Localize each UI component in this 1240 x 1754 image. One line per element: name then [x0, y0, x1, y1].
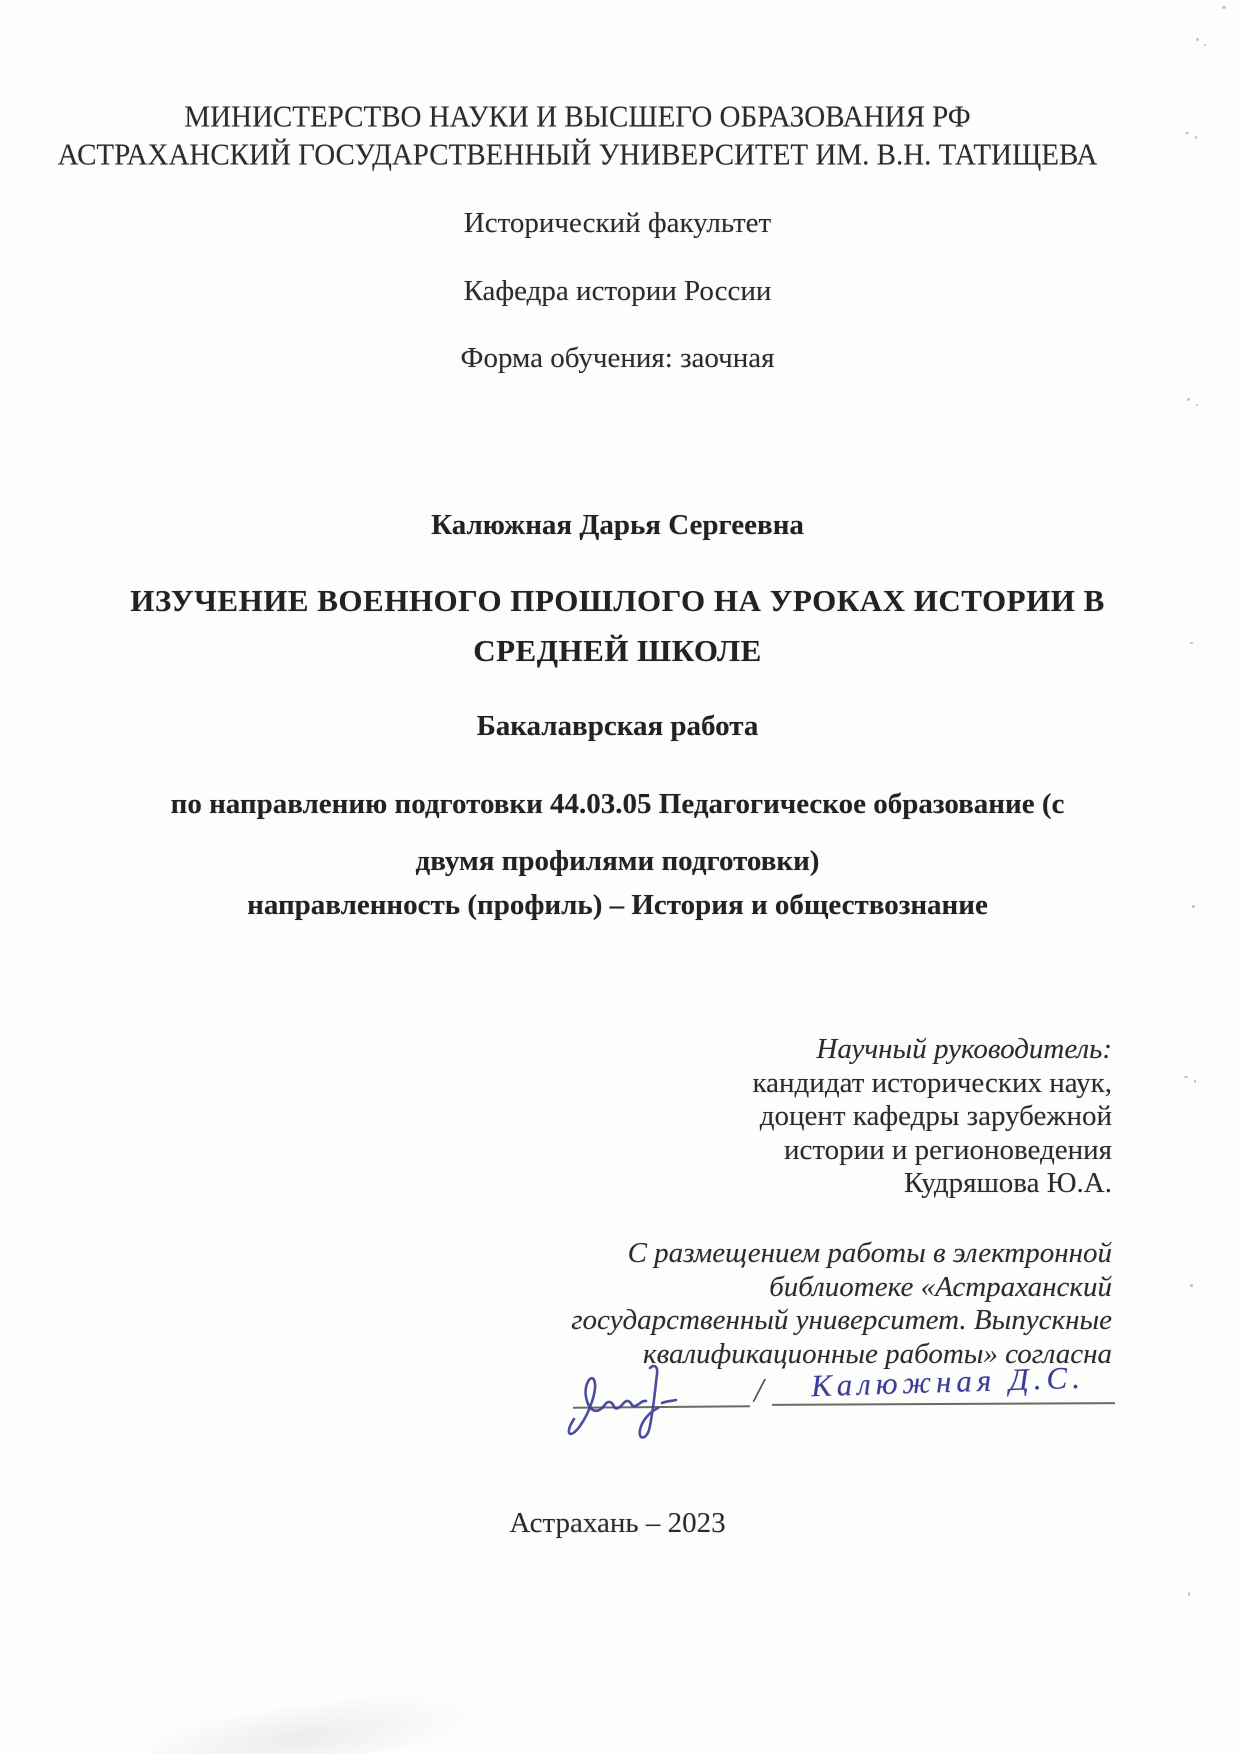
ministry-line: МИНИСТЕРСТВО НАУКИ И ВЫСШЕГО ОБРАЗОВАНИЯ РФ [184, 99, 971, 134]
scan-smudge [147, 1677, 482, 1754]
scan-artifact [1196, 404, 1198, 406]
supervisor-position-line-1: доцент кафедры зарубежной [759, 1100, 1112, 1132]
supervisor-degree: кандидат исторических наук, [752, 1066, 1112, 1099]
scan-artifact [1204, 44, 1206, 46]
program-line-2: двумя профилями подготовки) [415, 845, 820, 877]
scan-artifact [1195, 136, 1197, 139]
scan-artifact [1188, 1592, 1190, 1596]
work-type: Бакалаврская работа [476, 710, 759, 742]
study-form-line: Форма обучения: заочная [460, 342, 775, 374]
city-year-line: Астрахань – 2023 [509, 1507, 726, 1539]
ministry-header [20, 98, 1135, 174]
consent-line-1: С размещением работы в электронной [627, 1237, 1112, 1269]
author-name: Калюжная Дарья Сергеевна [431, 509, 804, 541]
university-line: АСТРАХАНСКИЙ ГОСУДАРСТВЕННЫЙ УНИВЕРСИТЕТ ИМ. В.Н. ТАТИЩЕВА [57, 138, 1098, 173]
consent-line-2: библиотеке «Астраханский [769, 1270, 1112, 1303]
signature-scribble [560, 1362, 700, 1444]
supervisor-name: Кудряшова Ю.А. [904, 1167, 1112, 1199]
scan-artifact [1194, 1080, 1196, 1083]
supervisor-label: Научный руководитель: [816, 1033, 1112, 1065]
consent-line-3: государственный университет. Выпускные [571, 1304, 1112, 1336]
thesis-title-line-1: ИЗУЧЕНИЕ ВОЕННОГО ПРОШЛОГО НА УРОКАХ ИСТОРИИ В [130, 583, 1105, 618]
scan-artifact [1192, 905, 1195, 908]
scan-artifact [1190, 642, 1193, 644]
supervisor-block [753, 1033, 1112, 1201]
consent-block [571, 1237, 1112, 1371]
scan-artifact [1222, 6, 1226, 9]
faculty-line: Исторический факультет [463, 207, 772, 239]
scan-artifact [1184, 1076, 1188, 1078]
scan-artifact [1185, 132, 1189, 134]
program-line-1: по направлению подготовки 44.03.05 Педагогическое образование (с [170, 788, 1065, 820]
scan-artifact [1196, 38, 1199, 41]
scan-artifact [1187, 398, 1190, 401]
scan-artifact [1190, 1284, 1193, 1287]
thesis-title-line-2: СРЕДНЕЙ ШКОЛЕ [473, 633, 762, 668]
department-line: Кафедра истории России [463, 275, 772, 307]
consent-line-4: квалификационные работы» согласна [643, 1337, 1112, 1370]
signature-name: Калюжная Д.С. [810, 1359, 1086, 1404]
thesis-title [60, 576, 1175, 676]
program-line-3: направленность (профиль) – История и обществознание [247, 889, 988, 921]
signature-separator: / [754, 1372, 764, 1409]
supervisor-position-line-2: истории и регионоведения [783, 1133, 1112, 1166]
